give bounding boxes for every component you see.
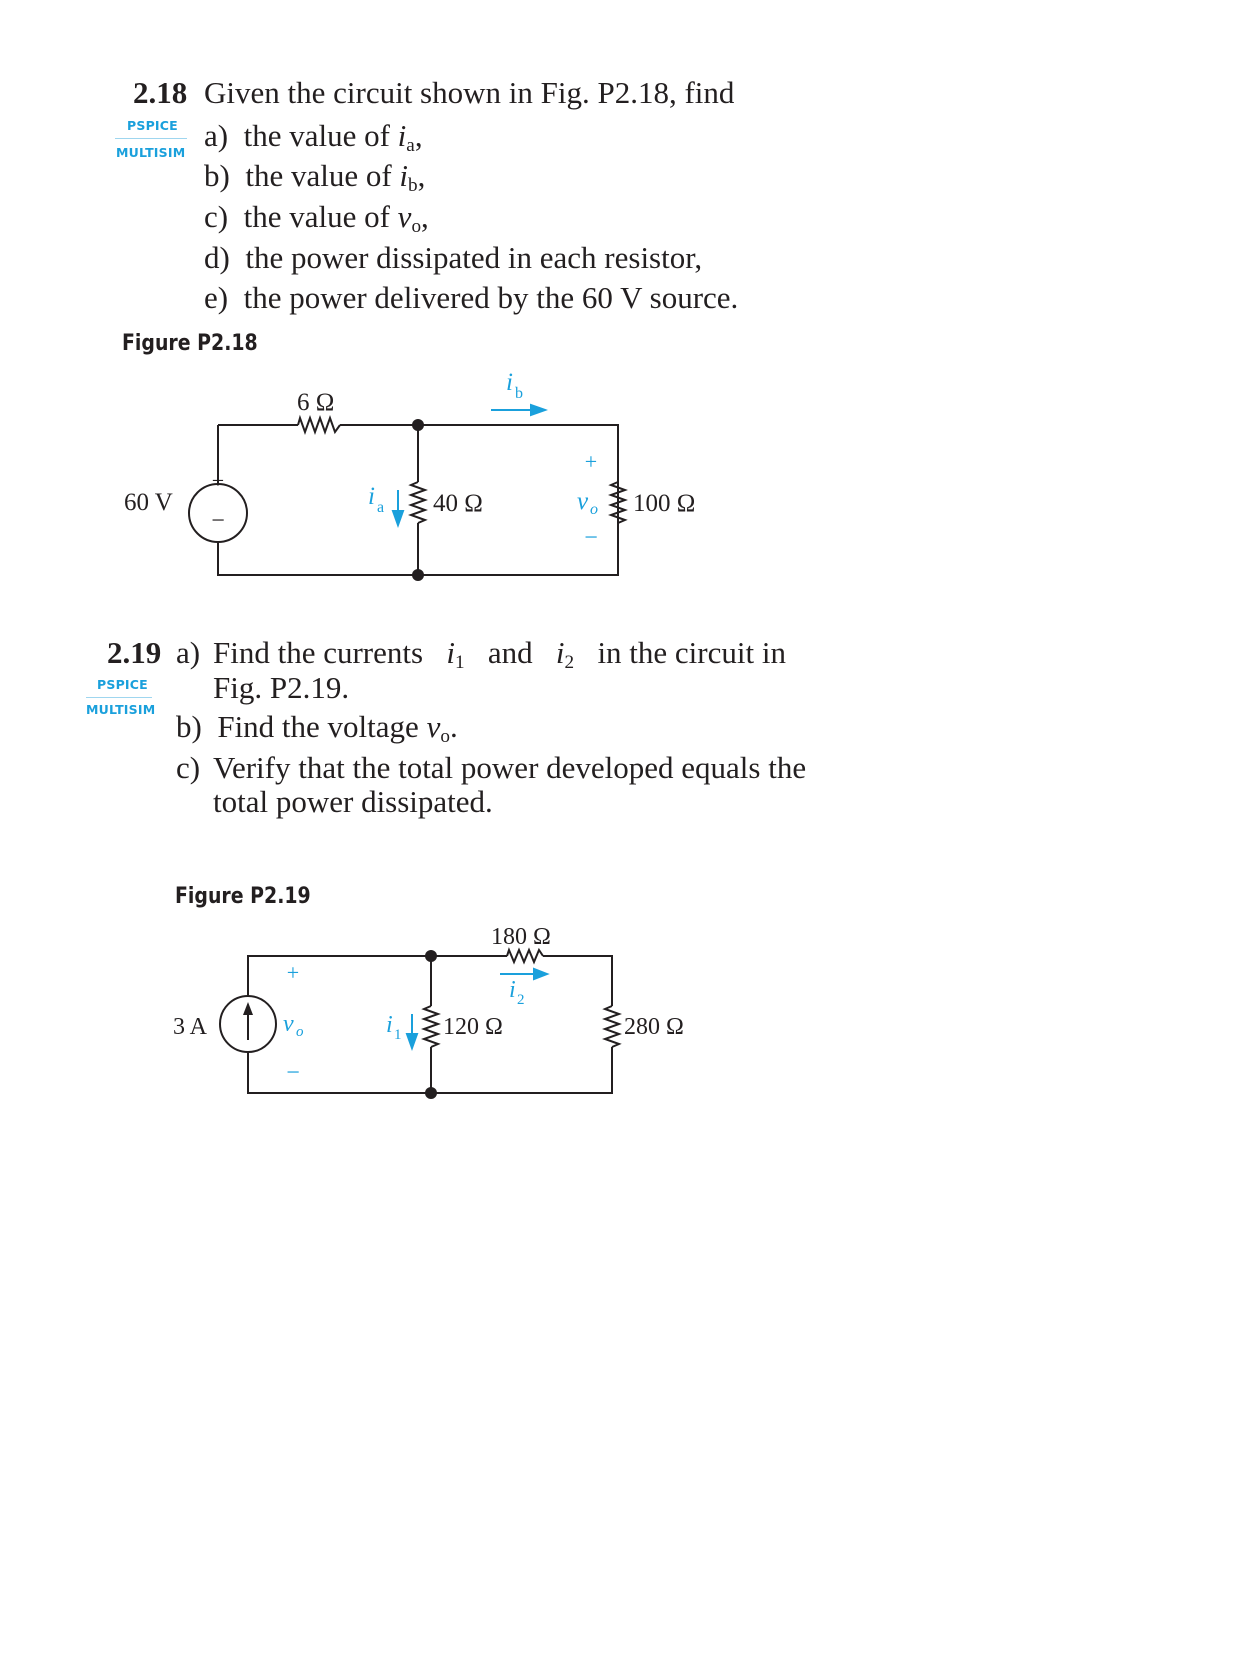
current-label-i2-sub: 2: [517, 992, 525, 1008]
question-item-a: a) the value of $i_a$,: [204, 118, 423, 156]
variable-sub: o: [440, 725, 450, 747]
variable: i: [399, 158, 409, 193]
current-label-ib: i: [506, 369, 513, 396]
source-arrow-head: [243, 1002, 253, 1015]
question-item-c-label: c): [176, 750, 201, 785]
figure-label: Figure P2.18: [122, 331, 258, 356]
variable: i: [397, 118, 407, 153]
item-label: a): [204, 118, 229, 153]
vo-plus: +: [286, 960, 300, 985]
item-text: the value of: [243, 118, 390, 153]
item-label: b): [176, 709, 202, 744]
item-text: Find the currents: [213, 635, 424, 670]
problem-intro: Given the circuit shown in Fig. P2.18, find: [204, 75, 735, 110]
variable: v: [426, 709, 441, 744]
problem-number: 2.18: [133, 75, 188, 110]
current-label-ib-sub: b: [515, 385, 523, 402]
variable-sub: o: [411, 215, 422, 237]
resistor-label-120ohm: 120 Ω: [443, 1014, 503, 1040]
resistor-label-180ohm: 180 Ω: [491, 924, 551, 950]
resistor-280ohm: [605, 1006, 619, 1047]
vo-plus: +: [584, 449, 598, 474]
resistor-label-6ohm: 6 Ω: [297, 389, 335, 416]
problem-number: 2.19: [107, 635, 162, 670]
current-label-i1-sub: 1: [394, 1027, 402, 1043]
pspice-tag: PSPICE: [127, 118, 178, 133]
variable-sub: 2: [564, 651, 575, 673]
variable-sub: 1: [454, 651, 465, 673]
vo-label: v: [283, 1011, 294, 1037]
current-label-ia: i: [368, 483, 375, 510]
item-text: the power delivered by the 60 V source.: [243, 280, 739, 315]
source-minus: −: [211, 508, 225, 534]
item-label: c): [204, 199, 229, 234]
pspice-tag: PSPICE: [97, 677, 148, 692]
multisim-tag: MULTISIM: [116, 145, 186, 160]
arrow-head: [534, 969, 547, 979]
item-text: the value of: [245, 158, 392, 193]
item-text: the value of: [243, 199, 390, 234]
question-item-c-cont: total power dissipated.: [213, 784, 493, 819]
source-label: 60 V: [124, 489, 173, 516]
variable: i: [555, 635, 565, 670]
question-item-c: c) the value of $v_o$,: [204, 199, 429, 237]
question-item-a-label: a): [176, 635, 201, 670]
current-label-i1: i: [386, 1012, 393, 1038]
vo-label-sub: o: [296, 1024, 304, 1040]
item-text: the power dissipated in each resistor,: [245, 240, 703, 275]
source-plus: +: [211, 468, 225, 493]
variable: i: [446, 635, 455, 670]
resistor-label-280ohm: 280 Ω: [624, 1014, 684, 1040]
question-item-b: b) Find the voltage $v_o$.: [176, 709, 458, 747]
item-text: and: [487, 635, 533, 670]
figure-label: Figure P2.19: [175, 884, 311, 909]
vo-label: v: [577, 488, 589, 515]
question-item-c: Verify that the total power developed equals the: [213, 750, 807, 785]
current-label-i2: i: [509, 977, 516, 1003]
variable-sub: b: [408, 174, 418, 196]
variable: v: [397, 199, 412, 234]
resistor-120ohm: [424, 1006, 438, 1047]
variable-sub: a: [406, 134, 415, 156]
item-label: b): [204, 158, 230, 193]
resistor-label-100ohm: 100 Ω: [633, 490, 696, 517]
wire: [543, 956, 612, 1006]
resistor-180ohm: [507, 950, 543, 962]
vo-label-sub: o: [590, 501, 598, 518]
node-dot: [425, 950, 437, 962]
question-item-a-cont: Fig. P2.19.: [213, 670, 350, 705]
source-label: 3 A: [173, 1014, 208, 1040]
item-label: e): [204, 280, 229, 315]
arrow-head: [407, 1034, 417, 1048]
resistor-label-40ohm: 40 Ω: [433, 490, 483, 517]
vo-minus: −: [286, 1060, 300, 1086]
current-label-ia-sub: a: [377, 499, 385, 516]
vo-minus: −: [584, 525, 598, 551]
node-dot: [425, 1087, 437, 1099]
multisim-tag: MULTISIM: [86, 702, 156, 717]
item-label: d): [204, 240, 230, 275]
question-item-b: b) the value of $i_b$,: [204, 158, 426, 196]
item-text: Find the voltage: [217, 709, 419, 744]
item-text: in the circuit in: [597, 635, 786, 670]
